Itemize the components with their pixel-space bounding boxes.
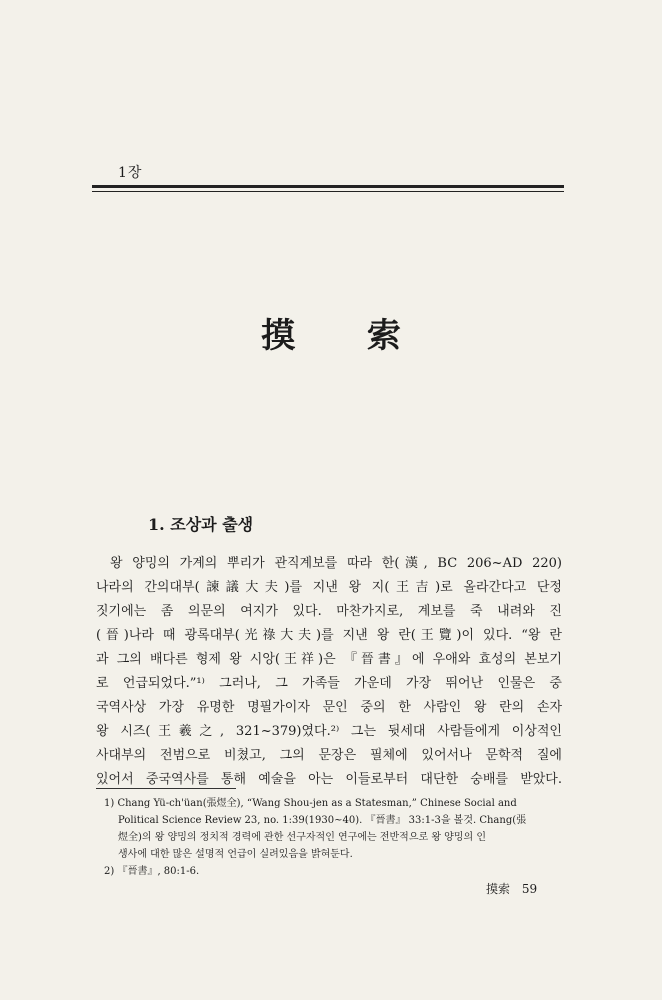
footnote-line: 2) 『晉書』, 80:1-6. (104, 866, 200, 877)
body-line: 사대부의 전범으로 비쳤고, 그의 문장은 필체에 있어서나 문학적 질에 (96, 748, 562, 763)
body-line: 짓기에는 좀 의문의 여지가 있다. 마찬가지로, 계보를 죽 내려와 진 (96, 604, 562, 619)
body-line: 나라의 간의대부(諫議大夫)를 지낸 왕 지(王吉)로 올라간다고 단정 (96, 580, 562, 595)
header-rule-thin (92, 191, 564, 192)
page-number: 59 (521, 882, 538, 896)
footnote-line: 생사에 대한 많은 설명적 언급이 실려있음을 밝혀둔다. (118, 849, 353, 860)
page-footer (486, 880, 545, 897)
body-line: (晉)나라 때 광록대부(光祿大夫)를 지낸 왕 란(王覽)이 있다. “왕 란 (96, 628, 562, 643)
section-heading: 1. 조상과 출생 (148, 515, 254, 534)
footnote-line: Political Science Review 23, no. 1:39(1930~40). 『晉書』 33:1-3을 볼것. Chang(張 (118, 815, 527, 826)
body-line: 과 그의 배다른 형제 왕 시앙(王祥)은 『晉書』에 우애와 효성의 본보기 (96, 652, 562, 667)
footnotes (104, 795, 564, 880)
chapter-title: 摸 索 (261, 316, 431, 356)
body-line: 왕 시즈(王羲之, 321~379)였다.²⁾ 그는 뒷세대 사람들에게 이상적인 (96, 724, 562, 739)
body-line: 국역사상 가장 유명한 명필가이자 문인 중의 한 사람인 왕 란의 손자 (96, 700, 562, 715)
body-line: 있어서 중국역사를 통해 예술을 아는 이들로부터 대단한 숭배를 받았다. (96, 772, 562, 787)
body-paragraph (96, 552, 562, 792)
header-rule-thick (92, 185, 564, 188)
body-line: 왕 양밍의 가계의 뿌리가 관직계보를 따라 한(漢, BC 206~AD 220) (110, 556, 562, 571)
chapter-label: 1장 (118, 165, 143, 181)
footnote-divider (96, 788, 236, 789)
footnote-line: 煜全)의 왕 양밍의 정치적 경력에 관한 선구자적인 연구에는 전반적으로 왕 양밍의 인 (118, 832, 486, 843)
body-line: 로 언급되었다.”¹⁾ 그러나, 그 가족들 가운데 가장 뛰어난 인물은 중 (96, 676, 562, 691)
footnote-line: 1) Chang Yü-ch'üan(張煜全), “Wang Shou-jen as a Statesman,” Chinese Social and (104, 798, 517, 809)
running-title: 摸索 (486, 882, 511, 896)
